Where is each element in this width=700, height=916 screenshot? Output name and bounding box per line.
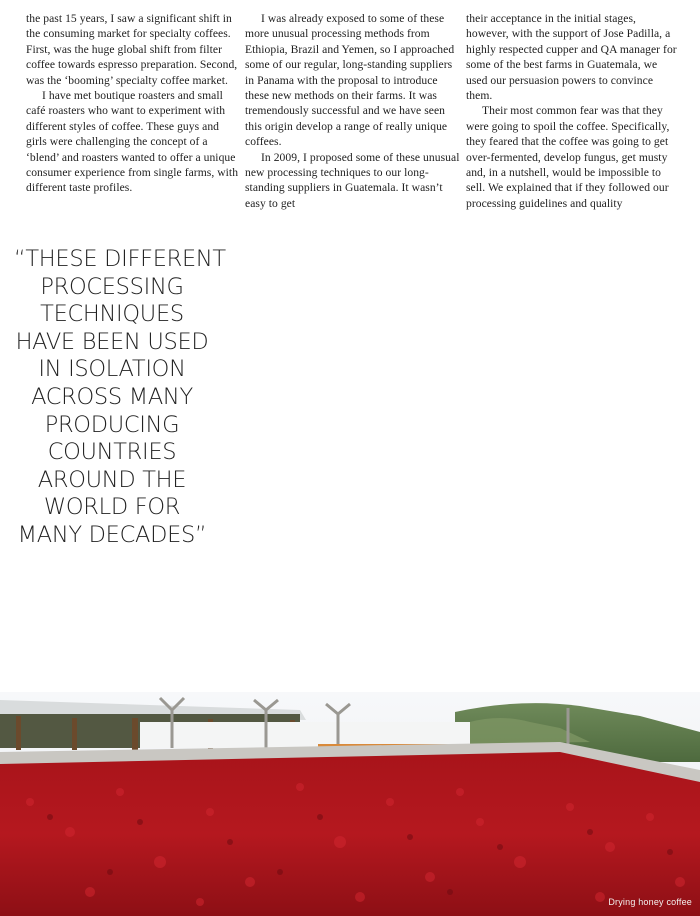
drying-beds-illustration <box>0 692 700 916</box>
pull-quote-line: HAVE BEEN USED <box>15 328 209 355</box>
drying-beds-photo <box>0 692 700 916</box>
pull-quote <box>14 246 226 550</box>
photo-caption: Drying honey coffee <box>608 897 692 907</box>
article-column-3 <box>466 11 681 211</box>
article-column-1 <box>26 11 242 196</box>
pull-quote-line: AROUND THE <box>37 466 187 493</box>
pull-quote-line: “THESE DIFFERENT <box>14 246 226 272</box>
pull-quote-line: ACROSS MANY <box>31 383 193 410</box>
column-3-paragraph-1: their acceptance in the initial stages, however, with the support of Jose Padilla, a highly respected cupper and QA manager for some of the best farms in Guatemala, we used our persuasion powers to convince them. <box>466 12 677 103</box>
column-2-paragraph-2: In 2009, I proposed some of these unusual new processing techniques to our long-standing suppliers in Guatemala. It wasn’t easy to get <box>245 150 460 210</box>
column-1-paragraph-1: the past 15 years, I saw a significant shift in the consuming market for specialty coffees. First, was the huge global shift from filter coffee towards espresso preparation. Second, was the ‘booming’ specialty coffee market. <box>26 12 238 87</box>
pull-quote-line: IN ISOLATION <box>38 356 186 383</box>
column-1-paragraph-2: I have met boutique roasters and small café roasters who want to experiment with different styles of coffee. These guys and girls were challenging the concept of a ‘blend’ and roasters wanted to offer a unique consumer experience from single farms, with different taste profiles. <box>26 89 239 195</box>
column-2-paragraph-1: I was already exposed to some of these more unusual processing methods from Ethiopia, Brazil and Yemen, so I approached some of our regular, long-standing suppliers in Panama with the proposal to introduce these new methods on their farms. It was tremendously successful and we have seen this origin develop a range of really unique coffees. <box>245 12 455 149</box>
pull-quote-line: WORLD FOR <box>43 494 181 521</box>
pull-quote-line: PRODUCING <box>44 411 180 438</box>
pull-quote-line: TECHNIQUES <box>40 301 184 328</box>
pull-quote-line: PROCESSING <box>40 273 184 300</box>
pull-quote-line: MANY DECADES” <box>17 521 207 548</box>
pull-quote-line: COUNTRIES <box>47 439 177 466</box>
article-column-2 <box>245 11 460 211</box>
column-3-paragraph-2: Their most common fear was that they were going to spoil the coffee. Specifically, they feared that the coffee was going to get over-fermented, develop fungus, get musty and, in a nutshell, would be impossible to sell. We explained that if they followed our processing guidelines and quality <box>466 104 670 210</box>
